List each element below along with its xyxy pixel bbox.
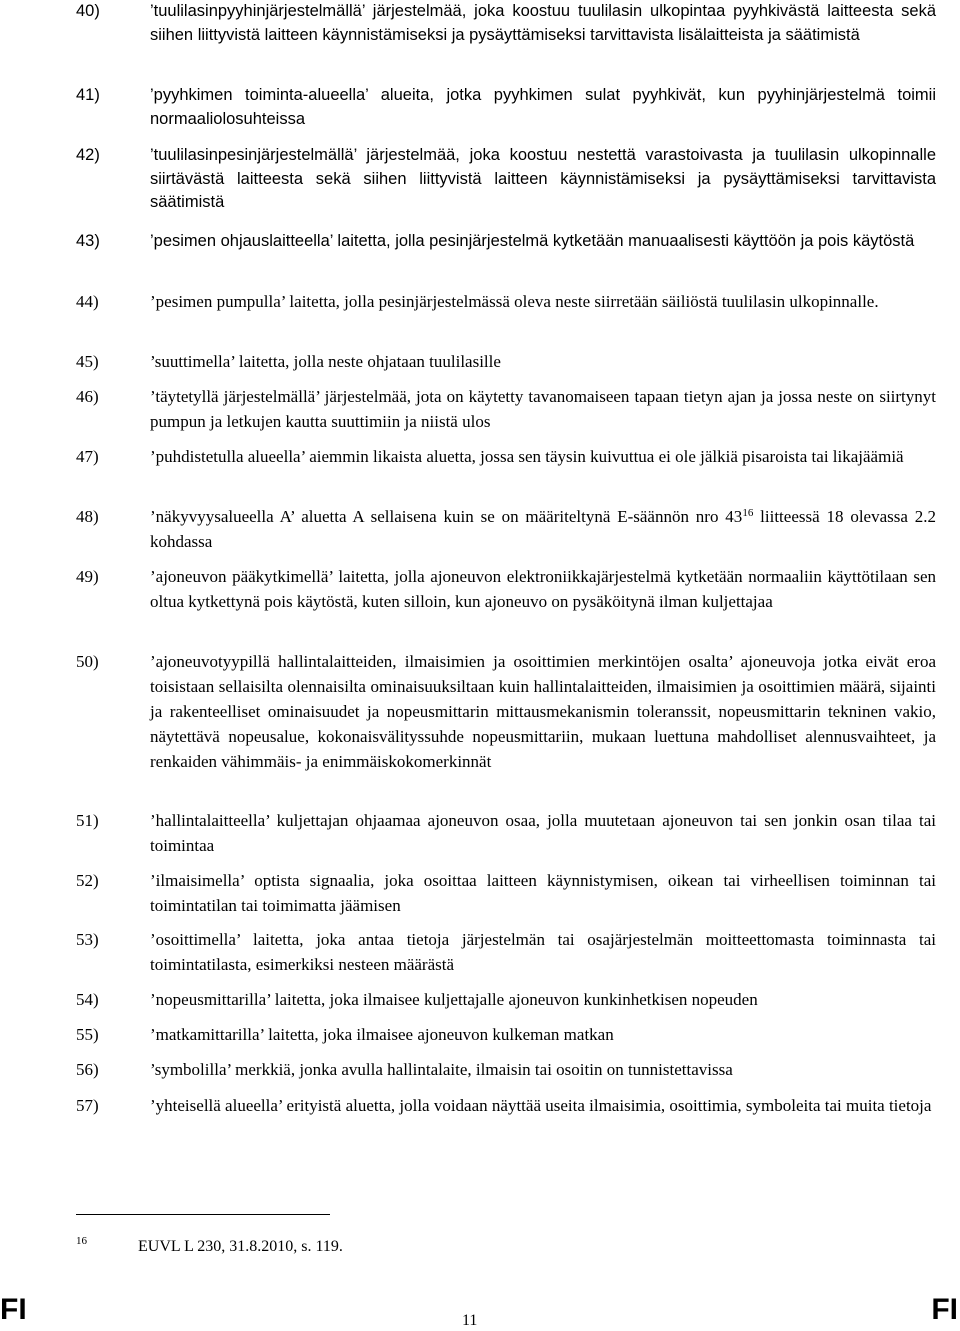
definition-text: ’ajoneuvon pääkytkimellä’ laitetta, jolla ajoneuvon elektroniikkajärjestelmä kytketään normaaliin käyttötilaan sen oltua kytkettynä pois käytöstä, kuten silloin, kun ajoneuvo on pysäköitynä ilman kuljettajaa — [150, 567, 936, 611]
definition-text: ’osoittimella’ laitetta, joka antaa tietoja järjestelmän tai osajärjestelmän moitteettomasta toiminnasta tai toimintatilasta, esimerkiksi nesteen määrästä — [150, 930, 936, 974]
definition-number: 40) — [76, 2, 100, 20]
footer-language-left: FI — [0, 1293, 27, 1326]
definition-text: ’matkamittarilla’ laitetta, joka ilmaisee ajoneuvon kulkeman matkan — [150, 1025, 614, 1044]
definition-text: ’puhdistetulla alueella’ aiemmin likaista aluetta, jossa sen täysin kuivuttua ei ole jälkiä pisaroista tai likajäämiä — [150, 447, 904, 466]
definition-text: ’ilmaisimella’ optista signaalia, joka osoittaa laitteen käynnistymisen, oikean tai virheellisen toiminnan tai toimintatilan tai toimimatta jäämisen — [150, 871, 936, 915]
footer-language-right: FI — [931, 1293, 958, 1326]
footnote-number: 16 — [76, 1235, 87, 1247]
footnote-text: EUVL L 230, 31.8.2010, s. 119. — [138, 1238, 343, 1255]
definition-number: 56) — [76, 1060, 99, 1079]
definition-number: 54) — [76, 990, 99, 1009]
definition-text: ’tuulilasinpesinjärjestelmällä’ järjestelmää, joka koostuu nestettä varastoivasta ja tuulilasin ulkopinnalle siirtävästä laitteesta sekä siihen liittyvistä laitteen käynnistämiseksi ja pysäyttämiseksi tarvittavista säätimistä — [150, 146, 936, 211]
definition-text: ’täytetyllä järjestelmällä’ järjestelmää, jota on käytetty tavanomaiseen tapaan tietyn ajan ja jossa neste on siirtynyt pumpun ja letkujen kautta suuttimiin ja niistä ulos — [150, 387, 936, 431]
definition-number: 46) — [76, 387, 99, 406]
definition-number: 43) — [76, 232, 100, 250]
definition-number: 47) — [76, 447, 99, 466]
definition-text: ’symbolilla’ merkkiä, jonka avulla hallintalaite, ilmaisin tai osoitin on tunnistettavissa — [150, 1060, 733, 1079]
definition-text: ’yhteisellä alueella’ erityistä aluetta, jolla voidaan näyttää useita ilmaisimia, osoittimia, symboleita tai muita tietoja — [150, 1096, 932, 1115]
page-number: 11 — [462, 1312, 478, 1329]
definition-number: 55) — [76, 1025, 99, 1044]
definition-number: 52) — [76, 871, 99, 890]
footnote-separator — [76, 1214, 330, 1215]
definition-text-part: liitteessä 18 olevassa 2.2 kohdassa — [150, 507, 936, 551]
definition-number: 41) — [76, 86, 100, 104]
definition-number: 53) — [76, 930, 99, 949]
definition-number: 50) — [76, 652, 99, 671]
definition-text: ’hallintalaitteella’ kuljettajan ohjaamaa ajoneuvon osaa, jolla muutetaan ajoneuvon tai sen jonkin osan tilaa tai toimintaa — [150, 811, 936, 855]
definition-text: ’nopeusmittarilla’ laitetta, joka ilmaisee kuljettajalle ajoneuvon kunkinhetkisen nopeuden — [150, 990, 758, 1009]
definition-number: 48) — [76, 507, 99, 526]
definition-text: ’pesimen ohjauslaitteella’ laitetta, jolla pesinjärjestelmä kytketään manuaalisesti käyttöön ja pois käytöstä — [150, 232, 915, 250]
definition-number: 45) — [76, 352, 99, 371]
definition-number: 42) — [76, 146, 100, 164]
definition-number: 51) — [76, 811, 99, 830]
definition-text-part: ’näkyvyysalueella A’ aluetta A sellaisena kuin se on määriteltynä E-säännön nro 43 — [150, 507, 743, 526]
definition-number: 44) — [76, 292, 99, 311]
definition-text: ’pyyhkimen toiminta-alueella’ alueita, jotka pyyhkimen sulat pyyhkivät, kun pyyhinjärjestelmä toimii normaaliolosuhteissa — [150, 86, 936, 128]
definition-text — [150, 504, 936, 554]
definition-text: ’tuulilasinpyyhinjärjestelmällä’ järjestelmää, joka koostuu tuulilasin ulkopintaa pyyhkivästä laitteesta sekä siihen liittyvistä laitteen käynnistämiseksi ja pysäyttämiseksi tarvittavista lisälaitteista ja säätimistä — [150, 2, 936, 44]
definition-text: ’pesimen pumpulla’ laitetta, jolla pesinjärjestelmässä oleva neste siirretään säiliöstä tuulilasin ulkopinnalle. — [150, 292, 879, 311]
definition-text: ’suuttimella’ laitetta, jolla neste ohjataan tuulilasille — [150, 352, 501, 371]
definition-number: 49) — [76, 567, 99, 586]
definition-number: 57) — [76, 1096, 99, 1115]
definition-text: ’ajoneuvotyypillä hallintalaitteiden, ilmaisimien ja osoittimien merkintöjen osalta’ ajoneuvoja jotka eivät eroa toisistaan sellaisilta olennaisilta ominaisuuksiltaan kuin hallintalaitteiden, ilmaisimien ja osoittimien määrä, sijainti ja rakenteelliset ominaisuudet ja nopeusmittarin mittausmekanismin toleranssit, nopeusmittarin tekninen vakio, näytettävä nopeusalue, kokonaisvälityssuhde nopeusmittariin, mukaan luettuna mahdolliset alennusvaihteet, ja renkaiden vähimmäis- ja enimmäiskokomerkinnät — [150, 652, 936, 771]
footnote-reference[interactable]: 16 — [742, 507, 754, 519]
